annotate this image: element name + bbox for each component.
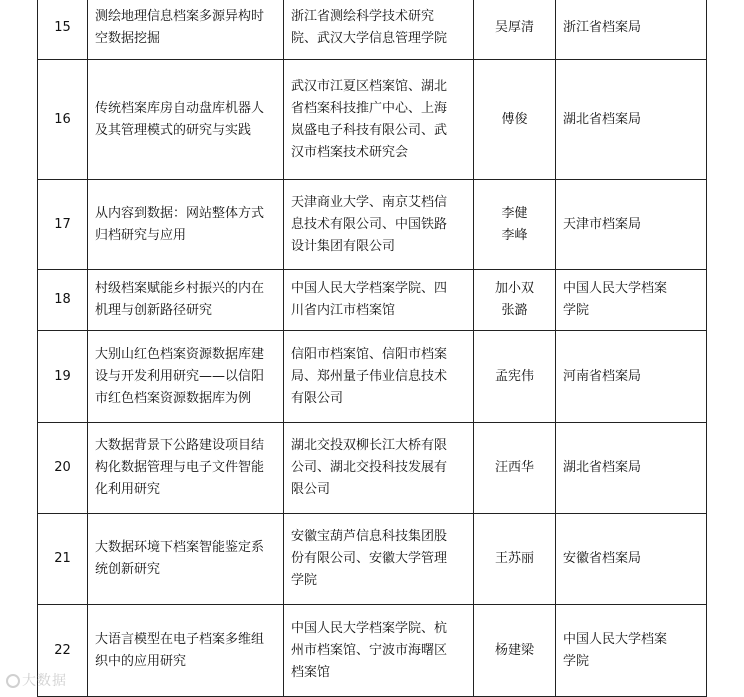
table-row <box>38 514 707 605</box>
recommending-unit: 安徽省档案局 <box>556 514 707 605</box>
undertaking-units: 湖北交投双柳长江大桥有限 公司、湖北交投科技发展有 限公司 <box>284 423 474 514</box>
project-title: 大语言模型在电子档案多维组 织中的应用研究 <box>88 605 284 697</box>
recommending-unit: 中国人民大学档案 学院 <box>556 605 707 697</box>
project-title: 大数据背景下公路建设项目结 构化数据管理与电子文件智能 化利用研究 <box>88 423 284 514</box>
table-row <box>38 605 707 697</box>
project-leader: 李健 李峰 <box>474 180 556 270</box>
table-row <box>38 423 707 514</box>
recommending-unit: 河南省档案局 <box>556 331 707 423</box>
undertaking-units: 中国人民大学档案学院、杭 州市档案馆、宁波市海曙区 档案馆 <box>284 605 474 697</box>
project-title: 传统档案库房自动盘库机器人 及其管理模式的研究与实践 <box>88 60 284 180</box>
recommending-unit: 湖北省档案局 <box>556 423 707 514</box>
undertaking-units: 浙江省测绘科学技术研究 院、武汉大学信息管理学院 <box>284 0 474 60</box>
project-leader: 王苏丽 <box>474 514 556 605</box>
row-number: 18 <box>38 270 88 331</box>
recommending-unit: 中国人民大学档案 学院 <box>556 270 707 331</box>
project-leader: 傅俊 <box>474 60 556 180</box>
project-title: 从内容到数据：网站整体方式 归档研究与应用 <box>88 180 284 270</box>
project-title: 大别山红色档案资源数据库建 设与开发利用研究——以信阳 市红色档案资源数据库为例 <box>88 331 284 423</box>
undertaking-units: 安徽宝葫芦信息科技集团股 份有限公司、安徽大学管理 学院 <box>284 514 474 605</box>
watermark-text: 大数据 <box>22 673 67 689</box>
table-row <box>38 331 707 423</box>
recommending-unit: 湖北省档案局 <box>556 60 707 180</box>
row-number: 22 <box>38 605 88 697</box>
table-row <box>38 270 707 331</box>
project-leader: 孟宪伟 <box>474 331 556 423</box>
undertaking-units: 天津商业大学、南京艾档信 息技术有限公司、中国铁路 设计集团有限公司 <box>284 180 474 270</box>
row-number: 20 <box>38 423 88 514</box>
project-title: 村级档案赋能乡村振兴的内在 机理与创新路径研究 <box>88 270 284 331</box>
row-number: 21 <box>38 514 88 605</box>
undertaking-units: 武汉市江夏区档案馆、湖北 省档案科技推广中心、上海 岚盛电子科技有限公司、武 汉市档案技术研究会 <box>284 60 474 180</box>
row-number: 15 <box>38 0 88 60</box>
project-leader: 吴厚清 <box>474 0 556 60</box>
project-table <box>37 0 707 697</box>
watermark <box>6 670 67 690</box>
project-title: 大数据环境下档案智能鉴定系 统创新研究 <box>88 514 284 605</box>
project-title: 测绘地理信息档案多源异构时 空数据挖掘 <box>88 0 284 60</box>
undertaking-units: 中国人民大学档案学院、四 川省内江市档案馆 <box>284 270 474 331</box>
project-leader: 汪西华 <box>474 423 556 514</box>
watermark-logo-icon <box>6 674 20 688</box>
project-leader: 杨建梁 <box>474 605 556 697</box>
row-number: 19 <box>38 331 88 423</box>
undertaking-units: 信阳市档案馆、信阳市档案 局、郑州量子伟业信息技术 有限公司 <box>284 331 474 423</box>
recommending-unit: 天津市档案局 <box>556 180 707 270</box>
table-row <box>38 0 707 60</box>
table-row <box>38 60 707 180</box>
recommending-unit: 浙江省档案局 <box>556 0 707 60</box>
row-number: 17 <box>38 180 88 270</box>
project-leader: 加小双 张潞 <box>474 270 556 331</box>
table-row <box>38 180 707 270</box>
row-number: 16 <box>38 60 88 180</box>
